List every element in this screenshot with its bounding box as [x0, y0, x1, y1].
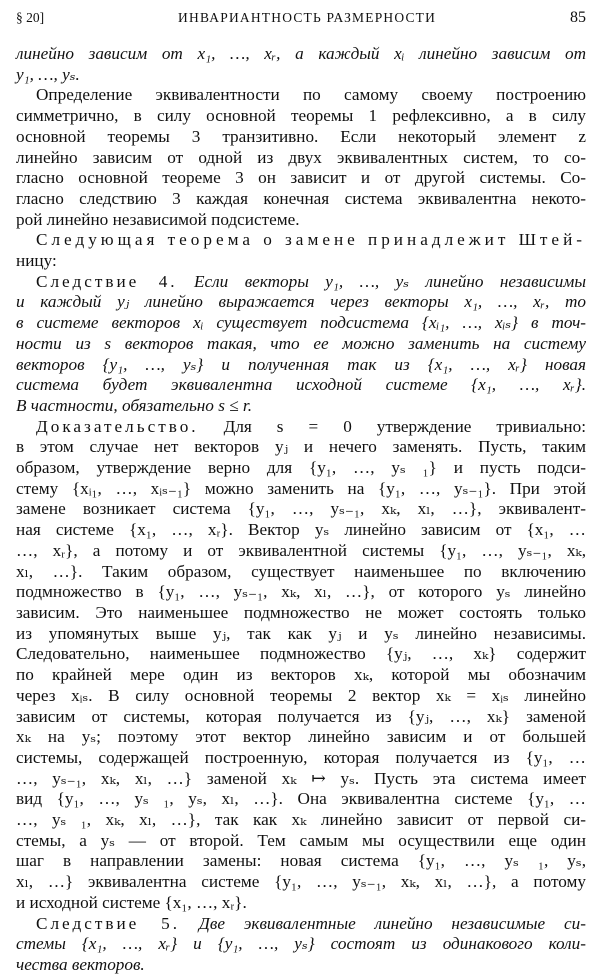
text-line: зависим. Это наименьшее подмножество не может состоять только: [16, 602, 586, 622]
text-line: и исходной системе {x₁, …, xᵣ}.: [16, 892, 247, 912]
text-line: шаг в направлении замены: новая система {y₁, …, yₛ ₁, yₛ,: [16, 851, 586, 871]
text-line: зависим от системы, которая получается из {yⱼ, …, xₖ} заменой: [16, 706, 586, 726]
text-line: Определение эквивалентности по самому своему построению: [36, 85, 586, 105]
text-line: стемы {x₁, …, xᵣ} и {y₁, …, yₛ} состоят из одинакового коли-: [16, 934, 586, 954]
paragraph-label: Следствие 5.: [36, 913, 181, 933]
text-line: векторов {y₁, …, yₛ} и полученная так из {x₁, …, xᵣ} новая: [16, 354, 586, 374]
text-line: [16, 272, 586, 293]
text-line: В частности, обязательно s ≤ r.: [16, 395, 252, 415]
paragraph-label: Доказательство.: [36, 416, 199, 436]
paragraph-text: Для s = 0 утверждение тривиально:: [198, 416, 586, 436]
text-line: Следовательно, наименьшее подмножество {yⱼ, …, xₖ} содержит: [16, 644, 586, 664]
text-line: …, yₛ ₁, xₖ, xₗ, …}, так как xₖ линейно зависит от первой си-: [16, 810, 586, 830]
text-line: подмножество в {y₁, …, yₛ₋₁, xₖ, xₗ, …}, от которого yₛ линейно: [16, 582, 586, 602]
text-line: [16, 914, 586, 935]
paragraph-label: Следствие 4.: [36, 271, 178, 291]
text-line: линейно зависим от x₁, …, xᵣ, а каждый xᵢ линейно зависим от: [16, 44, 586, 63]
text-line: из упомянутых выше yⱼ, так как yⱼ и yₛ линейно независимы.: [16, 623, 586, 643]
running-head: [16, 8, 586, 36]
text-line: y₁, …, yₛ.: [16, 64, 80, 84]
text-line: …, yₛ₋₁, xₖ, xₗ, …} заменой xₖ ↦ yₛ. Пусть эта система имеет: [16, 768, 586, 788]
text-line: гласно следствию 3 каждая конечная система эквивалентна некото-: [16, 188, 586, 208]
section-marker: § 20]: [16, 10, 45, 25]
text-line: xₗ, …}. Таким образом, существует наименьшее по включению: [16, 561, 586, 581]
text-line: …, xᵣ}, а потому и от эквивалентной системы {y₁, …, yₛ₋₁, xₖ,: [16, 540, 586, 560]
text-line: ницу:: [16, 251, 57, 271]
text-line: ности из s векторов такая, что ее можно заменить на систему: [16, 333, 586, 353]
text-line: xₗ, …} эквивалентна системе {y₁, …, yₛ₋₁, xₖ, xₗ, …}, а потому: [16, 872, 586, 892]
text-line: гласно основной теореме 3 он зависит и от другой системы. Со-: [16, 168, 586, 188]
text-line: вид {y₁, …, yₛ ₁, yₛ, xₗ, …}. Она эквивалентна системе {y₁, …: [16, 789, 586, 809]
text-line: система будет эквивалентна исходной системе {x₁, …, xᵣ}.: [16, 375, 586, 395]
running-title: ИНВАРИАНТНОСТЬ РАЗМЕРНОСТИ: [178, 10, 437, 25]
text-line: по крайней мере один из векторов xₖ, которой мы обозначим: [16, 665, 586, 685]
text-line: [16, 417, 586, 438]
text-line: образом, утверждение верно для {y₁, …, yₛ ₁} и пусть подси-: [16, 458, 586, 478]
text-line: системы, содержащей построенную, которая получается из {y₁, …: [16, 747, 586, 767]
text-line: стему {xᵢ₁, …, xᵢₛ₋₁} можно заменить на {y₁, …, yₛ₋₁}. При этой: [16, 478, 586, 498]
text-line: чества векторов.: [16, 954, 145, 974]
text-line: в системе векторов xᵢ существует подсистема {xᵢ₁, …, xᵢₛ} в точ-: [16, 313, 586, 333]
text-line: замене возникает система {y₁, …, yₛ₋₁, xₖ, xₗ, …}, эквивалент-: [16, 499, 586, 519]
text-line: рой линейно независимой подсистеме.: [16, 209, 300, 229]
page-number: 85: [570, 9, 586, 26]
paragraph-text: Если векторы y₁, …, yₛ линейно независимы: [177, 271, 586, 291]
text-line: xₖ на yₛ; поэтому этот вектор линейно зависим и от большей: [16, 727, 586, 747]
text-line: основной теоремы 3 транзитивно. Если некоторый элемент z: [16, 126, 586, 146]
text-line: линейно зависим от одной из двух эквивалентных систем, то со-: [16, 147, 586, 167]
text-line: ная системе {x₁, …, xᵣ}. Вектор yₛ линейно зависим от {x₁, …: [16, 520, 586, 540]
text-line: в этом случае нет векторов yⱼ и нечего заменять. Пусть, таким: [16, 437, 586, 457]
text-line: через xᵢₛ. В силу основной теоремы 2 вектор xₖ = xᵢₛ линейно: [16, 685, 586, 705]
paragraph-text: Две эквивалентные линейно независимые си-: [180, 913, 586, 933]
text-line: и каждый yⱼ линейно выражается через векторы x₁, …, xᵣ, то: [16, 292, 586, 312]
text-line: Следующая теорема о замене принадлежит Штей-: [36, 230, 586, 250]
text-line: симметрично, в силу основной теоремы 1 рефлексивно, а в силу: [16, 106, 586, 126]
text-body: [16, 44, 586, 976]
text-line: стемы, а yₛ — от второй. Тем самым мы осуществили еще один: [16, 830, 586, 850]
